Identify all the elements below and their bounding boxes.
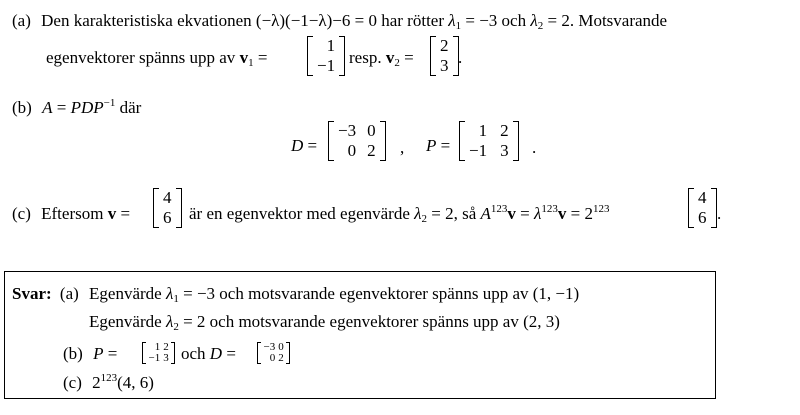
comma: , bbox=[400, 138, 405, 157]
part-a-label: (a) bbox=[12, 11, 31, 30]
text: = bbox=[103, 344, 118, 363]
label: (b) bbox=[63, 344, 83, 363]
sub: 2 bbox=[394, 57, 400, 69]
part-b-line1 bbox=[12, 99, 141, 116]
exp: 123 bbox=[100, 372, 118, 384]
label: (a) bbox=[59, 284, 79, 303]
cell: 0 bbox=[269, 352, 276, 364]
cell: 0 bbox=[367, 121, 376, 140]
cell: 0 bbox=[347, 141, 357, 160]
matrix-P bbox=[459, 121, 519, 161]
period: . bbox=[458, 48, 463, 67]
var: D bbox=[291, 136, 304, 155]
text: = bbox=[253, 48, 268, 67]
answer-title: Svar: bbox=[12, 284, 52, 303]
cell: −1 bbox=[317, 56, 336, 75]
var: PDP bbox=[70, 98, 104, 117]
text: och bbox=[181, 344, 210, 363]
text: = −3 och motsvarande egenvektorer spänns upp av (1, −1) bbox=[178, 284, 580, 303]
cell: 2 bbox=[163, 341, 169, 353]
text: = 2 och motsvarande egenvektorer spänns upp av (2, 3) bbox=[178, 312, 560, 331]
period: . bbox=[717, 204, 722, 223]
part-a-line2-text bbox=[46, 48, 268, 69]
cell: 3 bbox=[440, 56, 449, 75]
cell: −3 bbox=[338, 121, 357, 140]
lambda: λ bbox=[530, 11, 538, 30]
text: = bbox=[222, 344, 236, 363]
text: där bbox=[115, 98, 142, 117]
cell: 2 bbox=[278, 352, 284, 364]
exp: 123 bbox=[541, 203, 558, 215]
text: resp. bbox=[349, 48, 382, 67]
answer-b-och bbox=[181, 345, 236, 362]
sub: 2 bbox=[173, 321, 179, 333]
cell: 1 bbox=[326, 36, 336, 55]
text: = 2 bbox=[566, 204, 593, 223]
text: egenvektorer spänns upp av bbox=[46, 48, 236, 67]
cell: 2 bbox=[500, 121, 509, 140]
exp: 123 bbox=[490, 203, 508, 215]
label: (c) bbox=[63, 373, 82, 392]
cell: 2 bbox=[440, 36, 449, 55]
exp: −1 bbox=[103, 97, 116, 109]
part-a-resp bbox=[349, 48, 414, 69]
cell: 2 bbox=[367, 141, 376, 160]
cell: 4 bbox=[163, 188, 172, 207]
part-c-rest bbox=[189, 203, 610, 225]
vector-name: v bbox=[385, 48, 395, 67]
var: P bbox=[93, 344, 104, 363]
vector-name: v bbox=[507, 204, 516, 223]
vector-result bbox=[688, 188, 717, 228]
cell: 1 bbox=[154, 341, 161, 353]
text: = −3 och bbox=[461, 11, 531, 30]
cell: 0 bbox=[278, 341, 284, 353]
vector-name: v bbox=[557, 204, 567, 223]
sub: 2 bbox=[421, 213, 428, 225]
cell: −1 bbox=[469, 141, 488, 160]
part-c-line1 bbox=[12, 205, 130, 222]
text: Egenvärde bbox=[89, 312, 162, 331]
text: Eftersom bbox=[41, 204, 104, 223]
cell: 1 bbox=[478, 121, 488, 140]
small-matrix-D bbox=[257, 342, 290, 364]
var: A bbox=[480, 204, 491, 223]
vector-v bbox=[153, 188, 182, 228]
vector-v1 bbox=[307, 36, 345, 76]
text: = bbox=[436, 136, 451, 155]
part-c-label: (c) bbox=[12, 204, 31, 223]
lambda: λ bbox=[448, 11, 456, 30]
var: D bbox=[209, 344, 223, 363]
text: = bbox=[303, 136, 318, 155]
var: A bbox=[42, 98, 53, 117]
lambda: λ bbox=[165, 312, 174, 331]
text: = 2. Motsvarande bbox=[543, 11, 668, 30]
cell: 6 bbox=[163, 208, 172, 227]
sub: 1 bbox=[248, 57, 254, 69]
text: Egenvärde bbox=[89, 284, 162, 303]
text: = bbox=[399, 48, 414, 67]
vector-name: v bbox=[239, 48, 249, 67]
cell: 4 bbox=[698, 188, 707, 207]
sub: 2 bbox=[537, 20, 544, 32]
var: P bbox=[426, 136, 437, 155]
matrix-D bbox=[328, 121, 386, 161]
exp: 123 bbox=[592, 203, 610, 215]
period: . bbox=[532, 138, 537, 157]
cell: 6 bbox=[698, 208, 707, 227]
answer-b-text bbox=[63, 345, 117, 362]
vector-name: v bbox=[107, 204, 117, 223]
vector-v2 bbox=[430, 36, 459, 76]
part-b-label: (b) bbox=[12, 98, 32, 117]
lambda: λ bbox=[414, 204, 422, 223]
cell: −3 bbox=[263, 341, 276, 353]
text: 2 bbox=[92, 373, 101, 392]
cell: 3 bbox=[500, 141, 509, 160]
text: är en egenvektor med egenvärde bbox=[189, 204, 410, 223]
answer-c bbox=[63, 374, 154, 391]
answer-line2 bbox=[89, 312, 560, 333]
part-a-line1 bbox=[12, 11, 668, 32]
text: = bbox=[515, 204, 534, 223]
p-label bbox=[426, 137, 450, 154]
sub: 1 bbox=[455, 20, 462, 32]
part-a-text: Den karakteristiska ekvationen (−λ)(−1−λ)−6 = 0 har rötter bbox=[41, 11, 444, 30]
text: = bbox=[52, 98, 71, 117]
cell: −1 bbox=[148, 352, 161, 364]
text: (4, 6) bbox=[117, 373, 154, 392]
lambda: λ bbox=[534, 204, 542, 223]
cell: 3 bbox=[163, 352, 169, 364]
text: = bbox=[116, 204, 131, 223]
sub: 1 bbox=[173, 293, 179, 305]
lambda: λ bbox=[165, 284, 174, 303]
answer-line1 bbox=[12, 284, 580, 305]
small-matrix-P bbox=[142, 342, 175, 364]
text: = 2, så bbox=[427, 204, 477, 223]
d-label bbox=[291, 137, 317, 154]
